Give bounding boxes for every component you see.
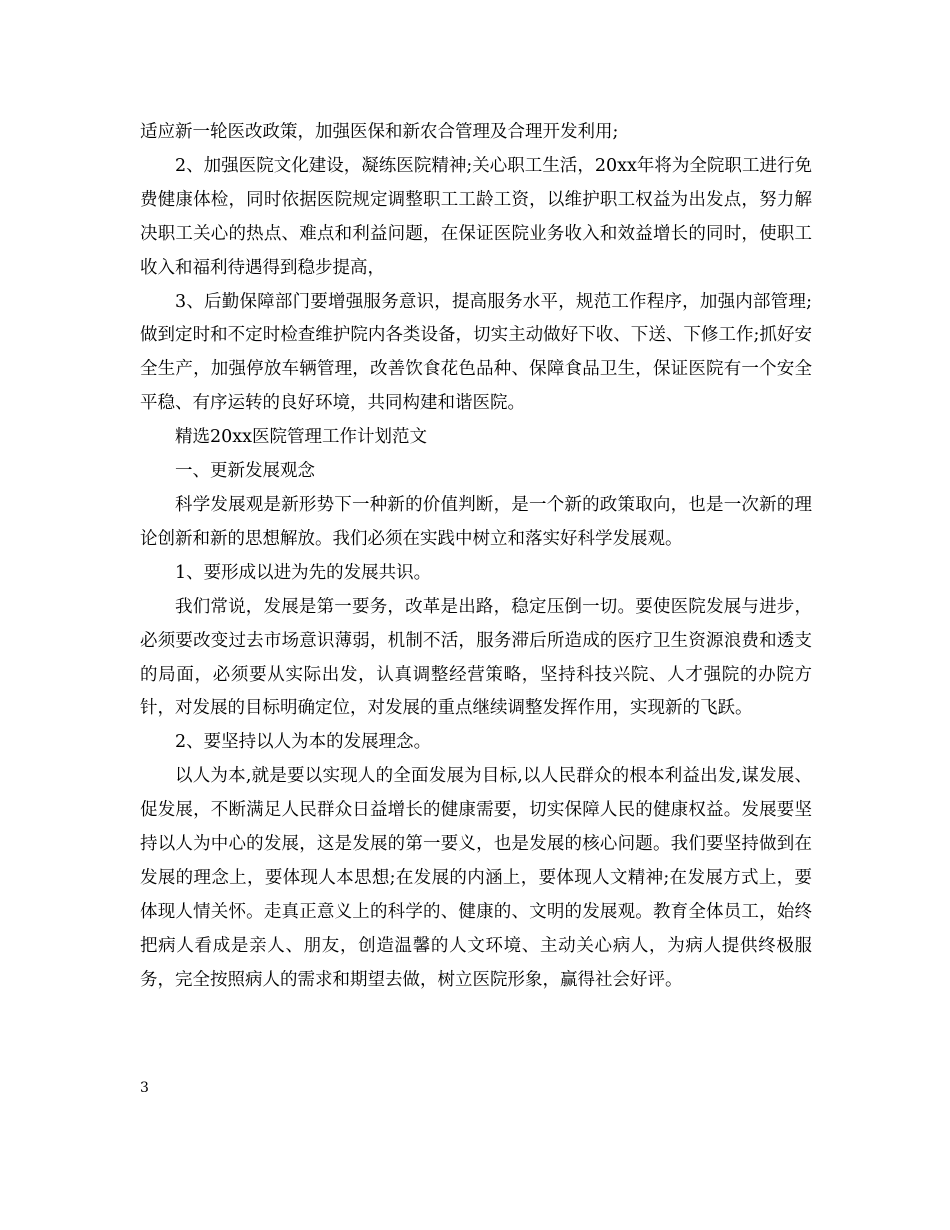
page-number: 3 [140,1080,149,1096]
paragraph: 2、要坚持以人为本的发展理念。 [175,732,432,753]
paragraph: 科学发展观是新形势下一种新的价值判断，是一个新的政策取向，也是一次新的理论创新和新的思想解放。我们必须在实践中树立和落实好科学发展观。 [140,494,812,549]
paragraph: 以人为本,就是要以实现人的全面发展为目标,以人民群众的根本利益出发,谋发展、促发展，不断满足人民群众日益增长的健康需要，切实保障人民的健康权益。发展要坚持以人为中心的发展，这是发展的第一要义，也是发展的核心问题。我们要坚持做到在发展的理念上，要体现人本思想;在发展的内涵上，要体现人文精神;在发展方式上，要体现人情关怀。走真正意义上的科学的、健康的、文明的发展观。教育全体员工，始终把病人看成是亲人、朋友，创造温馨的人文环境、主动关心病人，为病人提供终极服务，完全按照病人的需求和期望去做，树立医院形象，赢得社会好评。 [140,766,812,990]
paragraph: 2、加强医院文化建设，凝练医院精神;关心职工生活，20xx年将为全院职工进行免费健康体检，同时依据医院规定调整职工工龄工资，以维护职工权益为出发点，努力解决职工关心的热点、难点和利益问题，在保证医院业务收入和效益增长的同时，使职工收入和福利待遇得到稳步提高， [140,155,812,278]
paragraph: 精选20xx医院管理工作计划范文 [175,427,428,448]
paragraph: 1、要形成以进为先的发展共识。 [175,562,432,583]
paragraph: 我们常说，发展是第一要务，改革是出路，稳定压倒一切。要使医院发展与进步，必须要改变过去市场意识薄弱，机制不活，服务滞后所造成的医疗卫生资源浪费和透支的局面，必须要从实际出发，认真调整经营策略，坚持科技兴院、人才强院的办院方针，对发展的目标明确定位，对发展的重点继续调整发挥作用，实现新的飞跃。 [140,596,812,719]
paragraph: 一、更新发展观念 [175,461,315,482]
paragraph: 适应新一轮医改政策，加强医保和新农合管理及合理开发利用; [140,122,619,142]
body-text [140,116,812,998]
paragraph: 3、后勤保障部门要增强服务意识，提高服务水平，规范工作程序，加强内部管理;做到定时和不定时检查维护院内各类设备，切实主动做好下收、下送、下修工作;抓好安全生产，加强停放车辆管理，改善饮食花色品种、保障食品卫生，保证医院有一个安全平稳、有序运转的良好环境，共同构建和谐医院。 [140,291,812,414]
